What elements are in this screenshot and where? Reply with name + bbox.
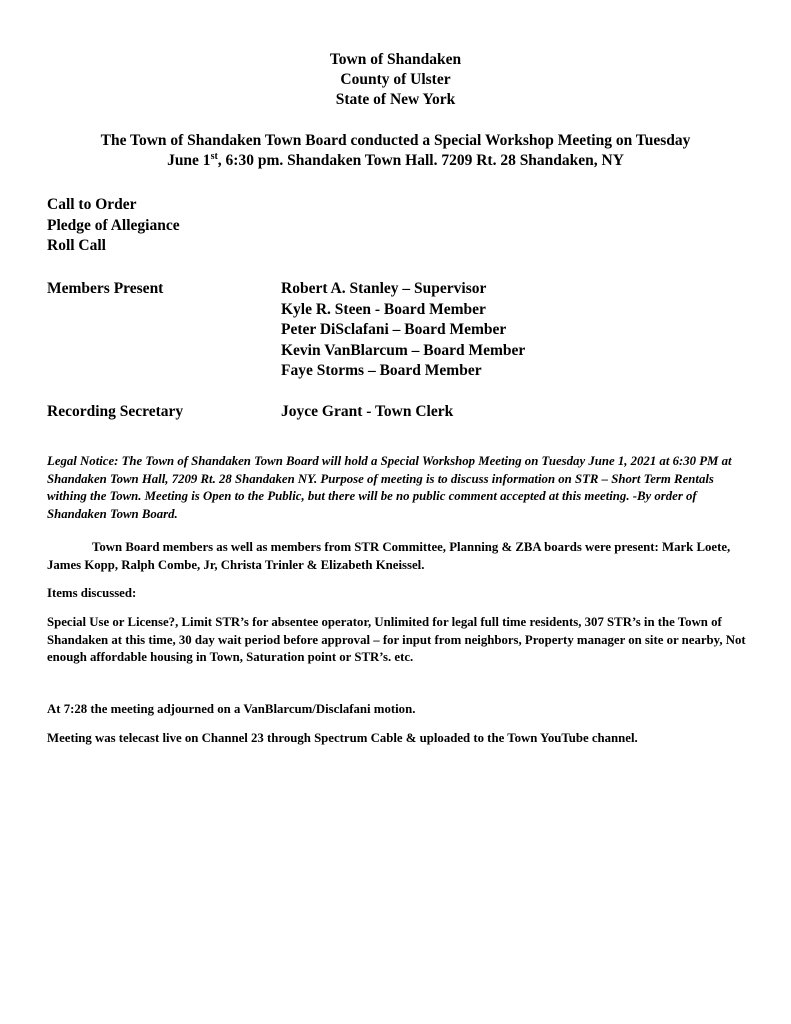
roll-call: Roll Call — [47, 237, 106, 254]
state-name: State of New York — [335, 91, 456, 108]
document-header — [0, 50, 791, 110]
telecast-paragraph: Meeting was telecast live on Channel 23 through Spectrum Cable & uploaded to the Town YouTube channel. — [47, 731, 638, 745]
announcement-date: June 1 — [167, 152, 211, 169]
county-name: County of Ulster — [340, 71, 451, 88]
recording-secretary-value: Joyce Grant - Town Clerk — [281, 403, 454, 420]
announcement-line-2 — [30, 151, 761, 171]
legal-notice: Legal Notice: The Town of Shandaken Town Board will hold a Special Workshop Meeting on Tuesday June 1, 2021 at 6:30 PM at Shandaken Town Hall, 7209 Rt. 28 Shandaken NY. Purpose of meeting is to discuss information on STR – Short Term Rentals withing the Town. Meeting is Open to the Public, but there will be no public comment accepted at this meeting. -By order of Shandaken Town Board. — [47, 454, 732, 521]
announcement-location: , 6:30 pm. Shandaken Town Hall. 7209 Rt. 28 Shandaken, NY — [217, 152, 624, 169]
members-list — [281, 279, 525, 382]
member-vanblarcum: Kevin VanBlarcum – Board Member — [281, 341, 526, 359]
recording-secretary-label: Recording Secretary — [47, 403, 184, 420]
attendance-paragraph: Town Board members as well as members from STR Committee, Planning & ZBA boards were present: Mark Loete, James Kopp, Ralph Combe, Jr, Christa Trinler & Elizabeth Kneissel. — [47, 540, 731, 572]
member-disclafani: Peter DiSclafani – Board Member — [281, 321, 507, 338]
member-steen: Kyle R. Steen - Board Member — [281, 300, 486, 318]
announcement-line-1: The Town of Shandaken Town Board conducted a Special Workshop Meeting on Tuesday — [100, 132, 691, 149]
items-discussed: Special Use or License?, Limit STR’s for absentee operator, Unlimited for legal full time residents, 307 STR’s in the Town of Shandaken at this time, 30 day wait period before approval – for input from neighbors, Property manager on site or nearby, Not enough affordable housing in Town, Saturation point or STR’s. etc. — [47, 615, 746, 664]
town-name: Town of Shandaken — [329, 51, 462, 68]
pledge-of-allegiance: Pledge of Allegiance — [47, 216, 180, 234]
members-present-label: Members Present — [47, 280, 164, 297]
meeting-announcement — [30, 131, 761, 171]
adjournment-paragraph: At 7:28 the meeting adjourned on a VanBlarcum/Disclafani motion. — [47, 702, 416, 716]
call-to-order: Call to Order — [47, 196, 137, 213]
date-suffix: st — [210, 150, 218, 162]
member-supervisor: Robert A. Stanley – Supervisor — [281, 280, 487, 297]
items-discussed-label: Items discussed: — [47, 586, 137, 600]
member-storms: Faye Storms – Board Member — [281, 362, 482, 379]
procedure-list — [47, 195, 180, 257]
